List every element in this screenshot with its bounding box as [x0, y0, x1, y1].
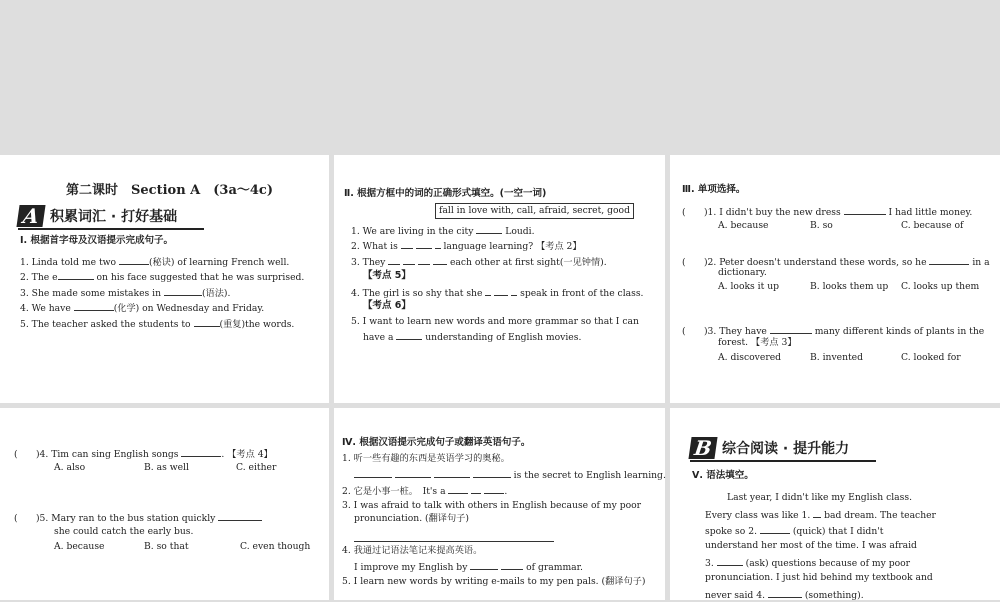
sentence-4-answer: I improve my English by of grammar.: [354, 562, 583, 573]
question-3-cont: forest. 【考点 3】: [718, 337, 797, 348]
option[interactable]: B. as well: [144, 462, 189, 473]
blank[interactable]: [164, 286, 202, 296]
blank[interactable]: [473, 468, 511, 478]
sentence-2: 2. 它是小事一桩。 It's a .: [342, 486, 508, 497]
worksheet-panel-multiple-choice: [670, 155, 1000, 403]
lesson-title: 第二课时 Section A (3a～4c): [66, 183, 273, 198]
section-heading: Ⅲ. 单项选择。: [682, 184, 746, 195]
blank[interactable]: [717, 556, 743, 566]
worksheet-panel-reading: [670, 408, 1000, 600]
exercise-item: 3. They each other at first sight(一见钟情).: [351, 257, 607, 268]
section-heading: Ⅰ. 根据首字母及汉语提示完成句子。: [20, 235, 173, 246]
blank[interactable]: [388, 255, 400, 265]
section-heading: Ⅴ. 语法填空。: [692, 470, 754, 481]
passage-line: pronunciation. I just hid behind my textbook and: [705, 572, 933, 583]
badge-letter: B: [688, 437, 717, 459]
blank[interactable]: [194, 317, 220, 327]
exercise-item: 4. We have (化学) on Wednesday and Friday.: [20, 303, 265, 314]
blank[interactable]: [768, 588, 802, 598]
badge-title: 综合阅读 · 提升能力: [722, 441, 850, 457]
word-box: fall in love with, call, afraid, secret, good: [435, 203, 634, 219]
worksheet-panel-multiple-choice-cont: [0, 408, 329, 600]
blank[interactable]: [476, 224, 502, 234]
blank[interactable]: [929, 255, 969, 265]
option[interactable]: C. because of: [901, 220, 964, 231]
blank[interactable]: [485, 286, 491, 296]
passage-line: spoke so 2. (quick) that I didn't: [705, 526, 884, 537]
blank[interactable]: [844, 205, 886, 215]
option[interactable]: C. either: [236, 462, 277, 473]
blank[interactable]: [218, 511, 262, 521]
exercise-item: 5. I want to learn new words and more grammar so that I can: [351, 316, 639, 327]
passage-line: 3. (ask) questions because of my poor: [705, 558, 911, 569]
question-5: ( )5. Mary ran to the bus station quickly: [14, 511, 262, 525]
option[interactable]: B. so that: [144, 541, 189, 552]
badge-title: 积累词汇 · 打好基础: [50, 209, 178, 225]
option[interactable]: C. looked for: [901, 352, 961, 363]
exercise-item: 4. The girl is so shy that she speak in front of the class.: [351, 288, 644, 299]
option[interactable]: C. looks up them: [901, 281, 980, 292]
blank[interactable]: [74, 301, 114, 311]
key-point-tag: 【考点 6】: [363, 300, 411, 311]
question-2: ( )2. Peter doesn't understand these words, so he in a: [682, 257, 990, 268]
blank[interactable]: [395, 468, 431, 478]
question-3: ( )3. They have many different kinds of plants in the: [682, 326, 985, 337]
blank[interactable]: [354, 468, 392, 478]
exercise-item: 3. She made some mistakes in (语法).: [20, 288, 231, 299]
blank[interactable]: [433, 255, 447, 265]
question-5-cont: she could catch the early bus.: [54, 526, 194, 537]
translation-line[interactable]: [354, 532, 554, 542]
section-badge-b: [690, 437, 849, 459]
passage-line: understand her most of the time. I was afraid: [705, 540, 917, 551]
blank[interactable]: [471, 484, 481, 494]
key-point-tag: 【考点 5】: [363, 270, 411, 281]
sentence-3-cont: pronunciation. (翻译句子): [354, 513, 469, 524]
blank[interactable]: [401, 239, 413, 249]
blank[interactable]: [501, 560, 523, 570]
worksheet-panel-vocabulary: [0, 155, 329, 403]
section-heading: Ⅱ. 根据方框中的词的正确形式填空。(一空一词): [344, 188, 547, 199]
exercise-item: 5. The teacher asked the students to (重复)the words.: [20, 319, 295, 330]
option[interactable]: B. looks them up: [810, 281, 889, 292]
exercise-item: 1. We are living in the city Loudi.: [351, 226, 535, 237]
blank[interactable]: [434, 468, 470, 478]
passage-line: Every class was like 1. bad dream. The teacher: [705, 510, 936, 521]
exercise-item: 1. Linda told me two (秘诀) of learning French well.: [20, 257, 290, 268]
blank[interactable]: [58, 270, 94, 280]
sentence-5: 5. I learn new words by writing e-mails to my pen pals. (翻译句子): [342, 576, 646, 587]
section-badge-a: [18, 205, 177, 227]
option[interactable]: C. even though: [240, 541, 311, 552]
sentence-4: 4. 我通过记语法笔记来提高英语。: [342, 545, 483, 556]
badge-letter: A: [16, 205, 45, 227]
sentence-1-answer: is the secret to English learning.: [354, 468, 666, 482]
option[interactable]: A. looks it up: [718, 281, 780, 292]
blank[interactable]: [396, 330, 422, 340]
blank[interactable]: [760, 524, 790, 534]
question-1: ( )1. I didn't buy the new dress I had little money.: [682, 207, 973, 218]
section-heading: Ⅳ. 根据汉语提示完成句子或翻译英语句子。: [342, 437, 531, 448]
blank[interactable]: [448, 484, 468, 494]
passage-line: Last year, I didn't like my English class.: [727, 492, 913, 503]
exercise-item: have a understanding of English movies.: [363, 332, 582, 343]
sentence-1: 1. 听一些有趣的东西是英语学习的奥秘。: [342, 453, 510, 464]
option[interactable]: B. so: [810, 220, 833, 231]
blank[interactable]: [416, 239, 432, 249]
blank[interactable]: [494, 286, 508, 296]
option[interactable]: B. invented: [810, 352, 864, 363]
worksheet-panel-translation: [334, 408, 665, 600]
sentence-3: 3. I was afraid to talk with others in English because of my poor: [342, 500, 642, 511]
exercise-item: 2. What is language learning? 【考点 2】: [351, 241, 582, 252]
blank[interactable]: [770, 324, 812, 334]
option[interactable]: A. because: [54, 541, 105, 552]
blank[interactable]: [470, 560, 498, 570]
exercise-item: 2. The e on his face suggested that he was surprised.: [20, 272, 305, 283]
option[interactable]: A. also: [54, 462, 86, 473]
blank[interactable]: [484, 484, 504, 494]
option[interactable]: A. discovered: [718, 352, 782, 363]
worksheet-panel-word-forms: [334, 155, 665, 403]
blank[interactable]: [418, 255, 430, 265]
passage-line: never said 4. (something).: [705, 590, 864, 601]
question-2-cont: dictionary.: [718, 267, 767, 278]
blank[interactable]: [119, 255, 149, 265]
blank[interactable]: [181, 447, 221, 457]
question-4: ( )4. Tim can sing English songs . 【考点 4】: [14, 449, 273, 460]
blank[interactable]: [403, 255, 415, 265]
option[interactable]: A. because: [718, 220, 769, 231]
